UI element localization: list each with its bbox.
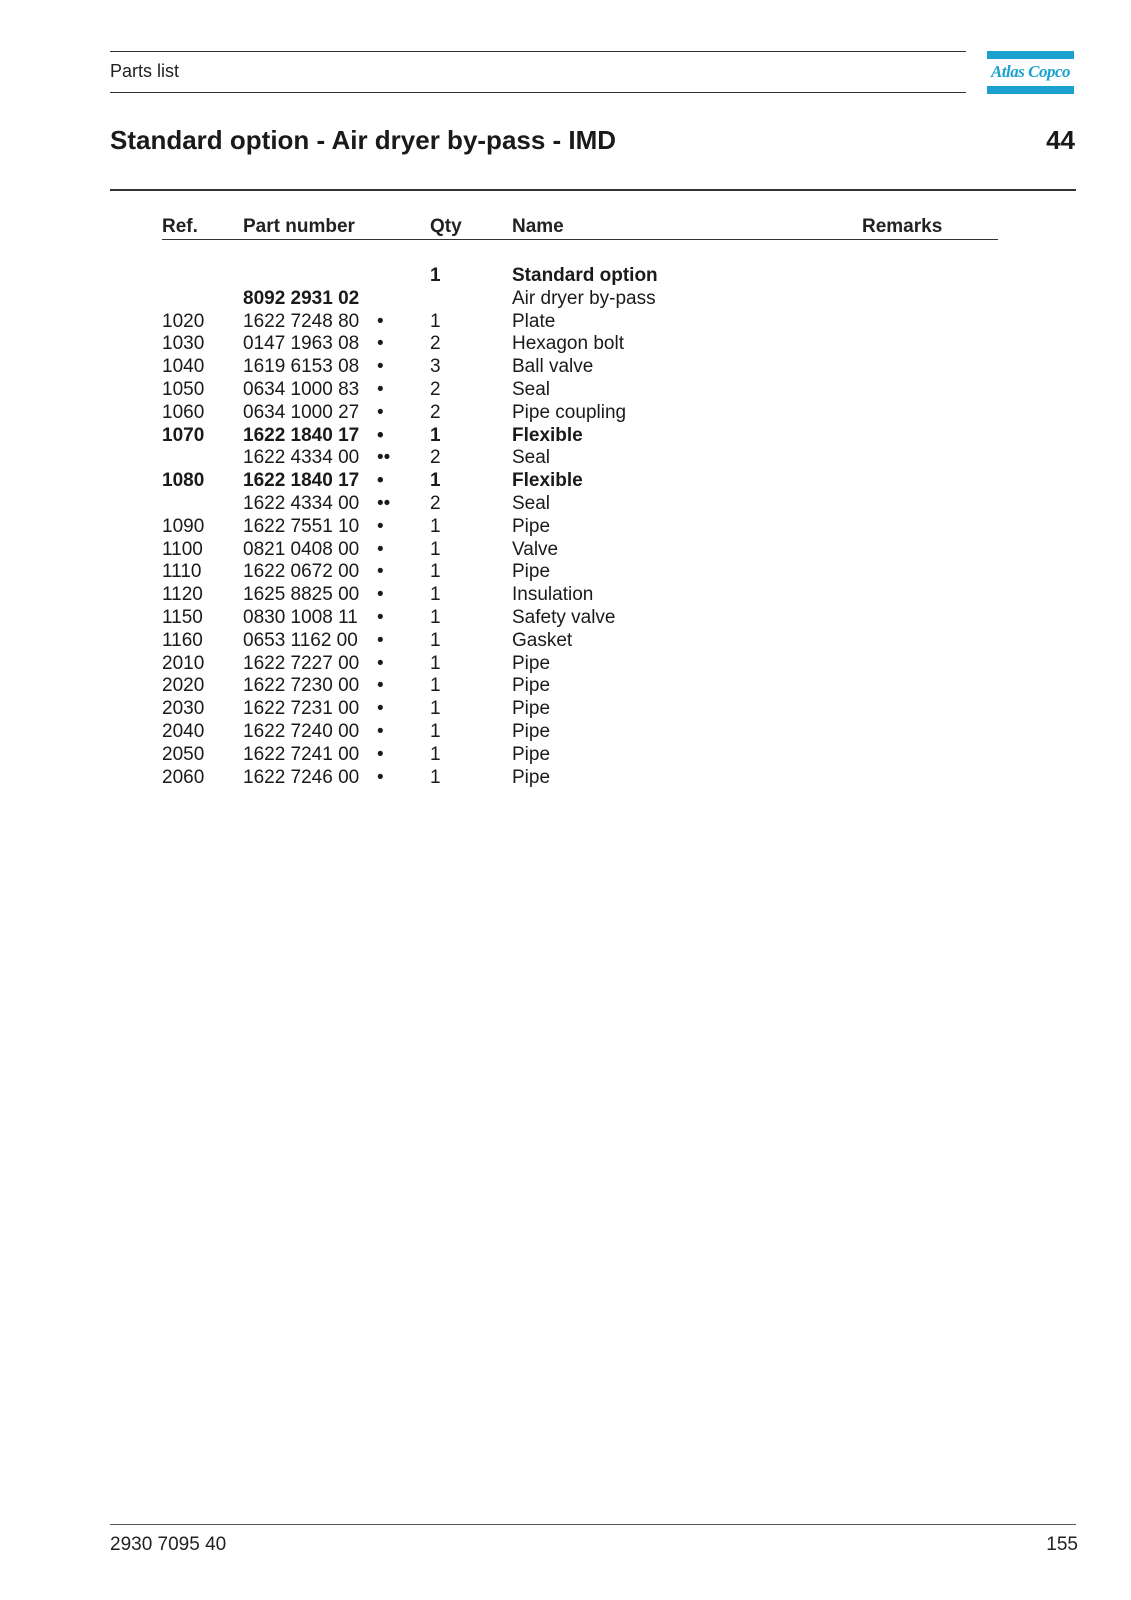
column-header-part-number: Part number	[243, 216, 355, 237]
level-indicator: •	[377, 561, 384, 583]
part-qty: 1	[430, 561, 441, 583]
part-qty: 2	[430, 492, 441, 514]
part-number: 1622 0672 00	[243, 561, 360, 583]
level-indicator: •	[377, 652, 384, 674]
level-indicator: •	[377, 629, 384, 651]
part-qty: 2	[430, 401, 441, 423]
part-qty: 1	[430, 606, 441, 628]
part-name: Seal	[512, 378, 551, 400]
part-number: 1622 7248 80	[243, 310, 360, 332]
level-indicator: •	[377, 766, 384, 788]
level-indicator: •	[377, 675, 384, 697]
part-name: Pipe coupling	[512, 401, 627, 423]
part-number: 1622 7551 10	[243, 515, 360, 537]
parts-table-body	[0, 265, 1131, 789]
part-qty: 1	[430, 766, 441, 788]
part-qty: 2	[430, 378, 441, 400]
table-row	[0, 698, 1131, 721]
level-indicator: •	[377, 424, 384, 446]
table-row	[0, 311, 1131, 334]
part-number: 1622 7241 00	[243, 743, 360, 765]
part-number: 1622 4334 00	[243, 492, 360, 514]
part-name: Pipe	[512, 743, 551, 765]
part-number: 0653 1162 00	[243, 629, 358, 651]
part-name: Pipe	[512, 652, 551, 674]
table-row	[0, 470, 1131, 493]
part-name: Pipe	[512, 720, 551, 742]
part-qty: 2	[430, 447, 441, 469]
part-ref: 1060	[162, 401, 205, 423]
level-indicator: •	[377, 538, 384, 560]
part-ref: 1070	[162, 424, 205, 446]
part-name: Seal	[512, 447, 551, 469]
logo-top-bar	[987, 51, 1074, 59]
column-header-qty: Qty	[430, 216, 462, 237]
level-indicator: ••	[377, 492, 391, 514]
part-ref: 1150	[162, 606, 203, 628]
part-name: Safety valve	[512, 606, 616, 628]
logo-bottom-bar	[987, 86, 1074, 94]
part-qty: 3	[430, 356, 441, 378]
part-ref: 2030	[162, 698, 205, 720]
page-number: 155	[1046, 1534, 1078, 1555]
level-indicator: •	[377, 356, 384, 378]
part-name: Ball valve	[512, 356, 594, 378]
column-header-remarks: Remarks	[862, 216, 943, 237]
part-ref: 1100	[162, 538, 203, 560]
part-ref: 2050	[162, 743, 205, 765]
part-ref: 1040	[162, 356, 205, 378]
table-row	[0, 333, 1131, 356]
header-top-rule	[110, 51, 966, 52]
part-number: 1622 1840 17	[243, 470, 360, 492]
part-qty: 1	[430, 538, 441, 560]
part-ref: 2010	[162, 652, 205, 674]
part-qty: 1	[430, 743, 441, 765]
part-number: 1622 7227 00	[243, 652, 360, 674]
part-number: 8092 2931 02	[243, 287, 360, 309]
part-ref: 1050	[162, 378, 205, 400]
part-qty: 1	[430, 720, 441, 742]
part-number: 1622 7240 00	[243, 720, 360, 742]
part-ref: 2060	[162, 766, 205, 788]
part-ref: 1030	[162, 333, 205, 355]
column-header-name: Name	[512, 216, 564, 237]
part-name: Plate	[512, 310, 556, 332]
part-number: 0147 1963 08	[243, 333, 360, 355]
table-row	[0, 356, 1131, 379]
part-ref: 1090	[162, 515, 205, 537]
part-number: 0634 1000 83	[243, 378, 360, 400]
part-ref: 1020	[162, 310, 205, 332]
section-number: 44	[1046, 125, 1075, 155]
table-row	[0, 265, 1131, 288]
part-number: 1622 4334 00	[243, 447, 360, 469]
part-qty: 1	[430, 629, 441, 651]
level-indicator: •	[377, 310, 384, 332]
table-row	[0, 493, 1131, 516]
part-qty: 1	[430, 675, 441, 697]
level-indicator: •	[377, 378, 384, 400]
part-number: 0830 1008 11	[243, 606, 358, 628]
document-number: 2930 7095 40	[110, 1534, 227, 1555]
part-qty: 1	[430, 584, 441, 606]
part-number: 1619 6153 08	[243, 356, 360, 378]
header-bottom-rule	[110, 92, 966, 93]
part-number: 1622 7231 00	[243, 698, 360, 720]
table-row	[0, 607, 1131, 630]
part-name: Seal	[512, 492, 551, 514]
header-label: Parts list	[110, 61, 180, 81]
level-indicator: •	[377, 584, 384, 606]
part-name: Gasket	[512, 629, 573, 651]
part-qty: 2	[430, 333, 441, 355]
part-ref: 2040	[162, 720, 205, 742]
part-qty: 1	[430, 424, 441, 446]
part-number: 0821 0408 00	[243, 538, 360, 560]
table-row	[0, 584, 1131, 607]
level-indicator: •	[377, 606, 384, 628]
level-indicator: •	[377, 698, 384, 720]
part-number: 1622 7230 00	[243, 675, 360, 697]
table-row	[0, 425, 1131, 448]
part-qty: 1	[430, 515, 441, 537]
part-ref: 1120	[162, 584, 203, 606]
footer-rule	[110, 1524, 1076, 1525]
part-number: 1622 7246 00	[243, 766, 360, 788]
title-rule	[110, 189, 1076, 191]
table-row	[0, 539, 1131, 562]
table-row	[0, 561, 1131, 584]
level-indicator: •	[377, 333, 384, 355]
part-ref: 1160	[162, 629, 203, 651]
part-name: Flexible	[512, 424, 583, 446]
part-name: Pipe	[512, 698, 551, 720]
part-qty: 1	[430, 265, 441, 286]
level-indicator: •	[377, 720, 384, 742]
table-row	[0, 447, 1131, 470]
part-ref: 1110	[162, 561, 202, 583]
table-row	[0, 288, 1131, 311]
level-indicator: ••	[377, 447, 391, 469]
part-name: Pipe	[512, 675, 551, 697]
part-ref: 1080	[162, 470, 205, 492]
part-qty: 1	[430, 310, 441, 332]
part-name: Pipe	[512, 561, 551, 583]
table-row	[0, 630, 1131, 653]
table-row	[0, 744, 1131, 767]
level-indicator: •	[377, 470, 384, 492]
level-indicator: •	[377, 743, 384, 765]
part-qty: 1	[430, 698, 441, 720]
part-name: Hexagon bolt	[512, 333, 624, 355]
table-row	[0, 402, 1131, 425]
part-name: Flexible	[512, 470, 583, 492]
table-row	[0, 653, 1131, 676]
page-title: Standard option - Air dryer by-pass - IMD	[110, 125, 617, 155]
part-number: 0634 1000 27	[243, 401, 360, 423]
table-row	[0, 379, 1131, 402]
part-qty: 1	[430, 470, 441, 492]
logo-text: Atlas Copco	[990, 62, 1071, 81]
part-ref: 2020	[162, 675, 205, 697]
part-qty: 1	[430, 652, 441, 674]
table-row	[0, 721, 1131, 744]
table-row	[0, 675, 1131, 698]
atlas-copco-logo	[987, 51, 1074, 94]
level-indicator: •	[377, 401, 384, 423]
table-row	[0, 767, 1131, 790]
part-name: Insulation	[512, 584, 594, 606]
part-name: Pipe	[512, 766, 551, 788]
column-header-rule	[162, 239, 998, 240]
part-number: 1622 1840 17	[243, 424, 360, 446]
part-number: 1625 8825 00	[243, 584, 360, 606]
part-name: Air dryer by-pass	[512, 287, 656, 309]
column-header-ref: Ref.	[162, 216, 198, 237]
table-row	[0, 516, 1131, 539]
part-name: Valve	[512, 538, 559, 560]
level-indicator: •	[377, 515, 384, 537]
part-name: Pipe	[512, 515, 551, 537]
part-name: Standard option	[512, 265, 658, 286]
